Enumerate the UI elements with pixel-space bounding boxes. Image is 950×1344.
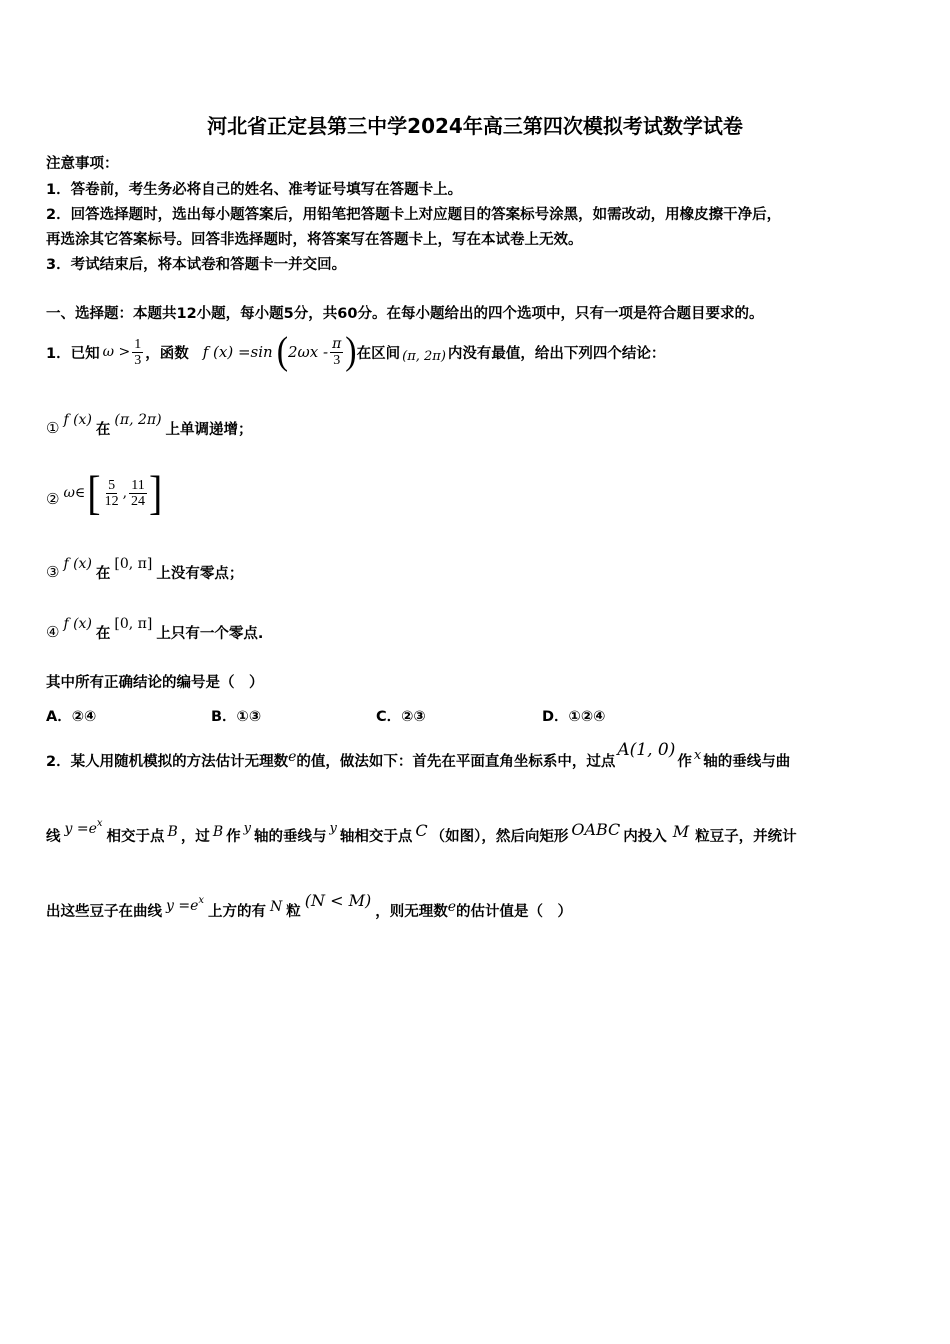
- notice-item-2: 2．回答选择题时，选出每小题答案后，用铅笔把答题卡上对应题目的答案标号涂黑，如需改动，用橡皮擦干净后，: [46, 207, 782, 223]
- question-1-stem: 1．已知 ω > $\frac{1}{3}$ ，函数 f (x) =sin ( 2ωx - $\frac{\pi}{3}$ ) 在区间 (π, 2π) 内没有最值，给出下列四个结论：: [46, 330, 666, 373]
- q1-omega: ω >: [102, 344, 131, 360]
- q1-conclusion-3: ③ f (x) 在 [0, π] 上没有零点；: [46, 556, 244, 582]
- question-2-line-2: 线 y =e x 相交于点 B ，过 B 作 y 轴的垂线与 y 轴相交于点 C （如图），然后向矩形 OABC 内投入 M 粒豆子，并统计: [46, 817, 797, 845]
- q1-conclusion-2: ② ω∈ [ $\frac{5}{12}$ , $\frac{11}{24}$ ]: [46, 465, 163, 520]
- notice-item-2-cont: 再选涂其它答案标号。回答非选择题时，将答案写在答题卡上，写在本试卷上无效。: [46, 232, 583, 248]
- q1-interval: (π, 2π): [402, 348, 446, 364]
- q1-conclusion-4: ④ f (x) 在 [0, π] 上只有一个零点.: [46, 616, 264, 642]
- q1-option-d[interactable]: D．①②④: [542, 709, 606, 725]
- section-heading: 一、选择题：本题共12小题，每小题5分，共60分。在每小题给出的四个选项中，只有一项是符合题目要求的。: [46, 306, 764, 322]
- notice-heading: 注意事项：: [46, 156, 119, 172]
- question-2-line-3: 出这些豆子在曲线 y =e x 上方的有 N 粒 (N < M) ，则无理数 e 的估计值是（ ）: [46, 890, 573, 920]
- q1-option-a[interactable]: A．②④: [46, 709, 97, 725]
- q1-option-b[interactable]: B．①③: [211, 709, 262, 725]
- q1-option-c[interactable]: C．②③: [376, 709, 426, 725]
- notice-item-1: 1．答卷前，考生务必将自己的姓名、准考证号填写在答题卡上。: [46, 182, 463, 198]
- q1-pi-over-3: $\frac{\pi}{3}$: [332, 335, 342, 368]
- question-2-line-1: 2．某人用随机模拟的方法估计无理数 e 的值，做法如下：首先在平面直角坐标系中，过点 A(1, 0) 作 x 轴的垂线与曲: [46, 740, 791, 770]
- q1-function: f (x) =sin: [202, 343, 273, 361]
- q1-number: 1．已知: [46, 345, 100, 362]
- q1-question: 其中所有正确结论的编号是（ ）: [46, 675, 264, 691]
- notice-item-3: 3．考试结束后，将本试卷和答题卡一并交回。: [46, 257, 347, 273]
- q1-fraction: $\frac{1}{3}$: [134, 336, 142, 368]
- page-title: 河北省正定县第三中学2024年高三第四次模拟考试数学试卷: [207, 114, 743, 138]
- q1-conclusion-1: ① f (x) 在 (π, 2π) 上单调递增；: [46, 412, 253, 438]
